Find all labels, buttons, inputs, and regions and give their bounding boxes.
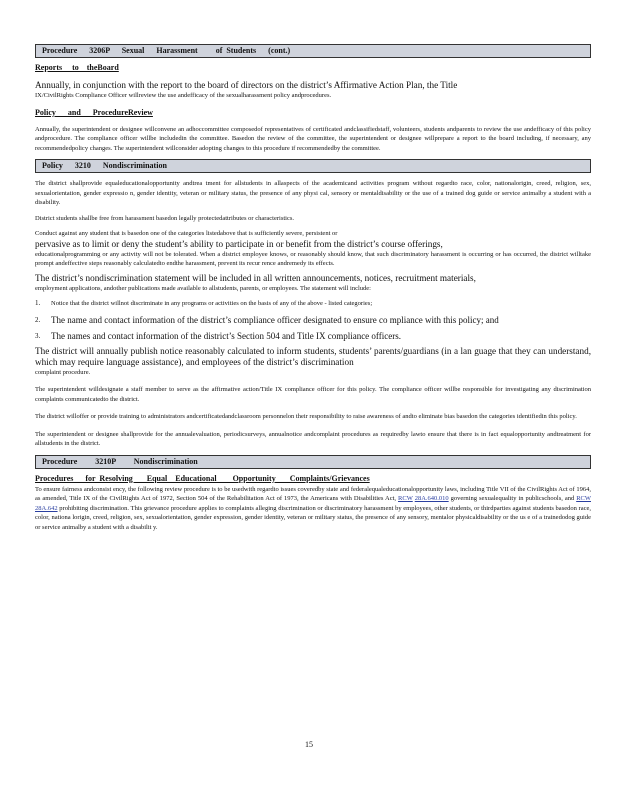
list-item: [35, 315, 591, 326]
conduct-text-large: pervasive as to limit or deny the student’s ability to participate in or benefit from the district’s course offerings,: [35, 238, 443, 249]
list-item-text: Notice that the district willnot discriminate in any programs or activities on the basis of any of the above - listed categories;: [51, 300, 373, 307]
rcw-link[interactable]: RCW 28A.642: [35, 495, 591, 512]
conduct-text-rest: educationalprogramming or any activity will not be tolerated. When a district employee knows, or reasonably should know, that such discriminatory harassment is occurring or has occurred, the district willtake prompt andeffective steps reasonably calculatedto endthe harassment, prevent its recur rence andremedy its effects.: [35, 250, 591, 267]
statement-text-small: employment applications, andother publications made available to allstudents, parents, or employees. The statement will include:: [35, 284, 371, 292]
publish-notice-text-small: complaint procedure.: [35, 368, 91, 376]
conduct-text-small: Conduct against any student that is basedon one of the categories listedabove that is sufficiently severe, persistent or: [35, 230, 338, 237]
grievance-text: [35, 485, 591, 533]
list-item-number: 1.: [35, 299, 41, 307]
statement-text-large: The district’s nondiscrimination statement will be included in all written announcements, notices, recruitment materials,: [35, 272, 476, 283]
procedure-3210p-bar: Procedure 3210P Nondiscrimination: [35, 455, 591, 469]
policy-3210-bar: Policy 3210 Nondiscrimination: [35, 159, 591, 173]
training-paragraph: The district willoffer or provide training to administrators andcertificatedandclassroom personnelon their responsibility to raise awareness of andto eliminate bias basedon the categories identifiedin this policy.: [35, 413, 577, 420]
reports-text-large: Annually, in conjunction with the report to the board of directors on the district’s Affirmative Action Plan, the Title: [35, 80, 458, 90]
document-page: [35, 44, 591, 532]
list-item-text: The names and contact information of the district’s Section 504 and Title IX compliance officers.: [51, 331, 401, 341]
grievance-text-part-b2: prohibiting discrimination. This grievance procedure applies to complaints alleging discrimination or discriminatory harassment by employees, other students, or thirdparties against students basedon race, color, nationa lorigin, creed, religion, sex, sexualorientation, gender expression, gender identity, veteran or military status, the presence of any sensory, mentalor physicaldisability or the us e of a trainedodog guide or service animalby a student with a disabilit y.: [35, 504, 591, 531]
list-item: [35, 299, 591, 309]
nondiscrimination-paragraph-1: The district shallprovide equaleducationalopportunity andtrea tment for allstudents in allaspects of the academicand activities program without regardto race, color, nationalorigin, creed, religion, sex, sexualorientation, gender expressio n, gender identity, veteran or military status, the presence of any physi cal, sensory or mentaldisability or the use of a trained dog guide or service animalby a student with a disability.: [35, 180, 591, 206]
reports-text-small: IX/CivilRights Compliance Officer willreview the use andefficacy of the sexualharassment policy andprocedures.: [35, 92, 332, 99]
policy-review-heading: Policy and ProcedureReview: [35, 107, 153, 117]
grievance-text-part-b1: governing sexualequality in publicschools, and: [450, 495, 575, 502]
grievance-text-part-a: To ensure fairness andconsist ency, the following review procedure is to be usedwith regardto issues coveredby state and federalequaleducationalopportunity laws, including Title VII of the CivilRights Act of 1964, as amended, Title IX of the CivilRights Act of 1972, Section 504 of the Rehabilitation Act of 1973, the Americans with Disabilities Act,: [35, 485, 591, 502]
superintendent-paragraph: The superintendent willdesignate a staff member to serve as the affirmative action/Title IX compliance officer for this policy. The compliance officer willbe responsible for investigating any discrimination complaints communicatedto the district.: [35, 386, 591, 403]
evaluation-paragraph: The superintendent or designee shallprovide for the annualevaluation, periodicsurveys, annualnotice andcomplaint procedures as requiredby lawto ensure that there is in fact equalopportunity andtreatment for allstudents in the district.: [35, 430, 591, 447]
list-item: [35, 331, 591, 342]
page-number: 15: [305, 740, 313, 749]
nondiscrimination-paragraph-2: District students shallbe free from harassment basedon legally protectedattributes or characteristics.: [35, 214, 295, 222]
list-item-number: 2.: [35, 315, 41, 324]
grievance-heading: Procedures for Resolving Equal Educational Opportunity Complaints/Grievances: [35, 473, 370, 483]
list-item-text: The name and contact information of the district’s compliance officer designated to ensure co mpliance with this policy; and: [51, 314, 499, 325]
reports-heading: Reports to theBoard: [35, 63, 119, 72]
rcw-link[interactable]: 28A.640.010: [414, 495, 449, 502]
list-item-number: 3.: [35, 332, 41, 340]
rcw-link[interactable]: RCW: [398, 495, 413, 502]
policy-review-text: Annually, the superintendent or designee willconvene an adhoccommittee composedof representatives of certificated andclassifiedstaff, volunteers, students andparents to review the use andefficacy of this policy andprocedure. The compliance officer willbe includedin the committee. Basedon the review of the committee, the superintendent or designee willprepare a report to the board including, if necessary, any recommendedpolicy changes. The superintendent willconsider adopting changes to this procedure if recommendedby the committee.: [35, 125, 591, 152]
publish-notice-text-large: The district will annually publish notice reasonably calculated to inform students, students’ parents/guardians (in a lan guage that they can understand, which may require language assistance), and employees of the district’s discrimination: [35, 345, 591, 367]
procedure-3206p-bar: Procedure 3206P Sexual Harassment of Students (cont.): [35, 44, 591, 58]
